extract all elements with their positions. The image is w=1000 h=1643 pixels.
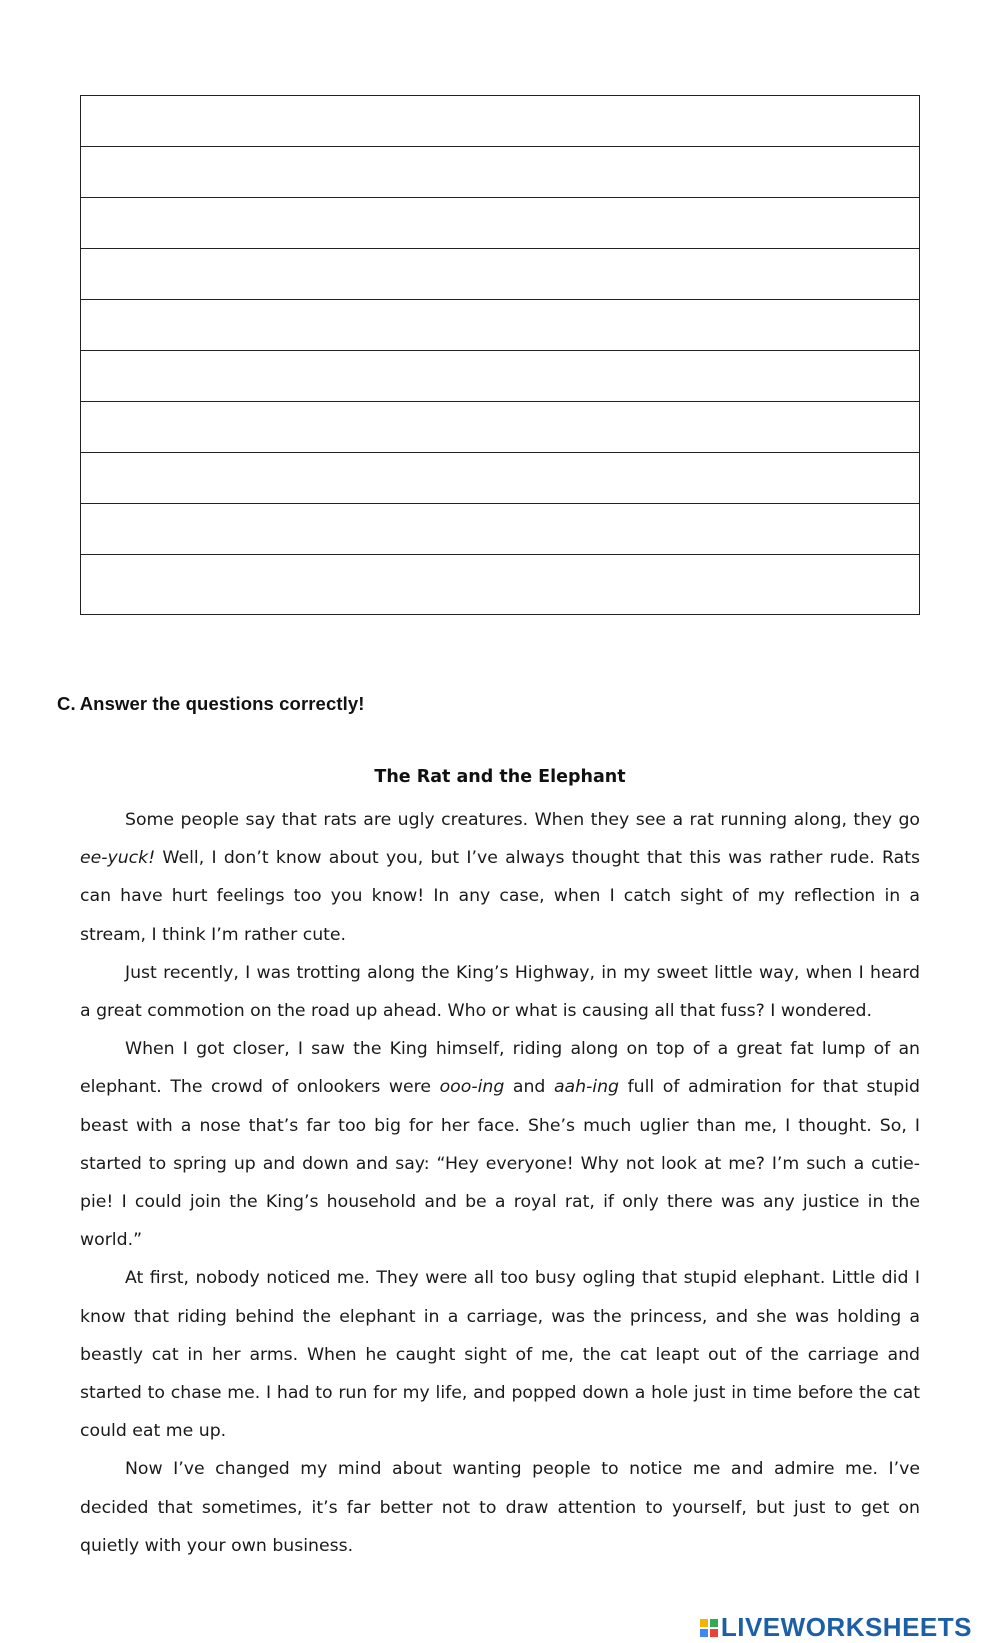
answer-line — [81, 299, 919, 300]
answer-line — [81, 197, 919, 198]
story-paragraph: Now I’ve changed my mind about wanting people to notice me and admire me. I’ve decided that sometimes, it’s far better not to draw attention to yourself, but just to get on quietly with your own business. — [80, 1459, 920, 1556]
emphasis-text: ee-yuck! — [80, 848, 156, 869]
answer-line — [81, 554, 919, 555]
section-instruction: Answer the questions correctly! — [79, 693, 365, 714]
brand-block — [710, 1629, 718, 1637]
answer-line — [81, 452, 919, 453]
brand-block — [710, 1619, 718, 1627]
paragraph-text: full of admiration for that stupid beast with a nose that’s far too big for her face. She’s much uglier than me, I thought. So, I started to spring up and down and say: “Hey everyone! Why not look at me? I’m such a cutie-pie! I could join the King’s household and be a royal rat, if only there was any justice in the world.” — [80, 1077, 921, 1251]
answer-line — [81, 401, 919, 402]
emphasis-text: ooo-ing — [439, 1077, 505, 1098]
story-paragraph: At first, nobody noticed me. They were all too busy ogling that stupid elephant. Little did I know that riding behind the elephant in a carriage, was the princess, and she was holding a beastly cat in her arms. When he caught sight of me, the cat leapt out of the carriage and started to chase me. I had to run for my life, and popped down a hole just in time before the cat could eat me up. — [80, 1268, 920, 1442]
story-text — [80, 801, 920, 1565]
paragraph-text: Some people say that rats are ugly creatures. When they see a rat running along, they go — [125, 810, 920, 830]
paragraph-text: When I got closer, I saw the King himself, riding along on top of a great fat lump of an elephant. The crowd of onlookers were — [80, 1039, 920, 1098]
answer-line — [81, 146, 919, 147]
brand-block — [700, 1619, 708, 1627]
section-heading — [57, 693, 365, 715]
brand-block — [700, 1629, 708, 1637]
story-paragraph: Just recently, I was trotting along the King’s Highway, in my sweet little way, when I heard a great commotion on the road up ahead. Who or what is causing all that fuss? I wondered. — [80, 962, 920, 1022]
brand-blocks-icon — [700, 1619, 718, 1637]
liveworksheets-logo — [700, 1612, 972, 1643]
answer-lines-box — [80, 95, 920, 615]
answer-line — [81, 503, 919, 504]
story-paragraph — [80, 801, 920, 954]
answer-line — [81, 350, 919, 351]
brand-name: LIVEWORKSHEETS — [720, 1612, 972, 1642]
emphasis-text: aah-ing — [553, 1077, 620, 1098]
story-paragraph — [80, 1030, 920, 1259]
paragraph-text: and — [504, 1077, 554, 1098]
section-letter: C. — [57, 693, 76, 714]
answer-line — [81, 248, 919, 249]
paragraph-text: Well, I don’t know about you, but I’ve always thought that this was rather rude. Rats can have hurt feelings too you know! In any case, when I catch sight of my reflection in a stream, I think I’m rather cute. — [80, 848, 920, 945]
story-title: The Rat and the Elephant — [374, 767, 626, 787]
